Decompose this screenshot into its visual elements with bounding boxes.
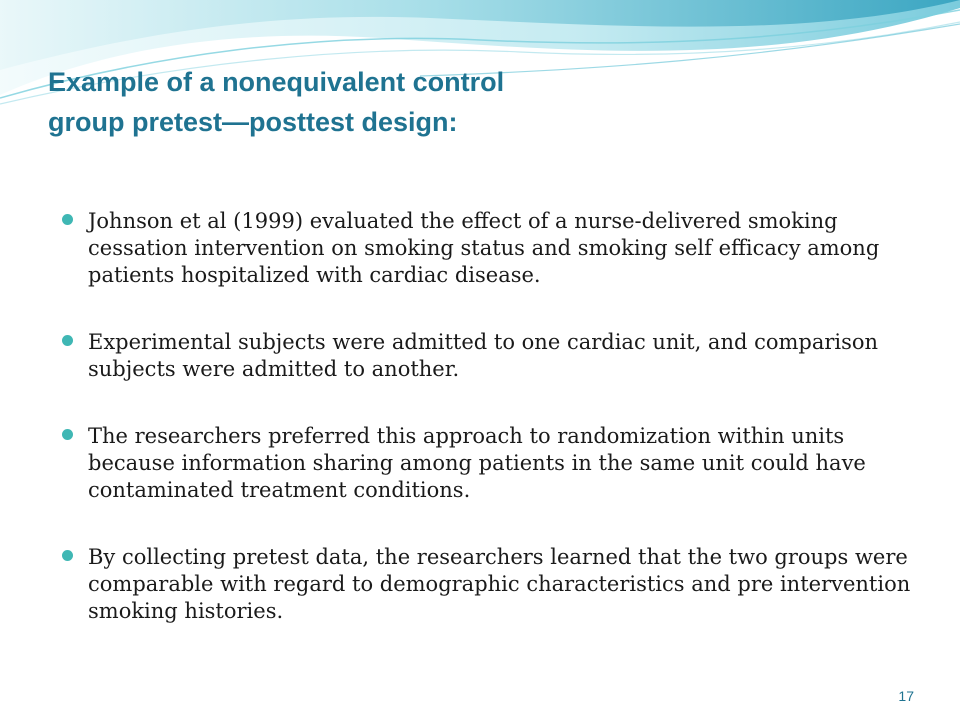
slide-title-line-1: Example of a nonequivalent control	[48, 67, 505, 97]
bullet-dot-icon	[62, 335, 73, 346]
bullet-item	[62, 208, 912, 289]
bullet-text: Johnson et al (1999) evaluated the effect of a nurse-delivered smoking cessation intervention on smoking status and smoking self efficacy among patients hospitalized with cardiac disease.	[88, 209, 880, 287]
bullet-item	[62, 329, 912, 383]
bullet-dot-icon	[62, 429, 73, 440]
bullet-dot-icon	[62, 550, 73, 561]
slide-title	[48, 62, 868, 142]
page-number: 17	[898, 688, 914, 704]
slide-title-line-2: group pretest—posttest design:	[48, 107, 458, 137]
bullet-item	[62, 423, 912, 504]
bullet-list	[62, 208, 912, 665]
bullet-item	[62, 544, 912, 625]
bullet-dot-icon	[62, 214, 73, 225]
bullet-text: By collecting pretest data, the researchers learned that the two groups were comparable with regard to demographic characteristics and pre intervention smoking histories.	[88, 545, 911, 623]
bullet-text: Experimental subjects were admitted to one cardiac unit, and comparison subjects were admitted to another.	[88, 330, 879, 381]
bullet-text: The researchers preferred this approach to randomization within units because information sharing among patients in the same unit could have contaminated treatment conditions.	[88, 424, 866, 502]
